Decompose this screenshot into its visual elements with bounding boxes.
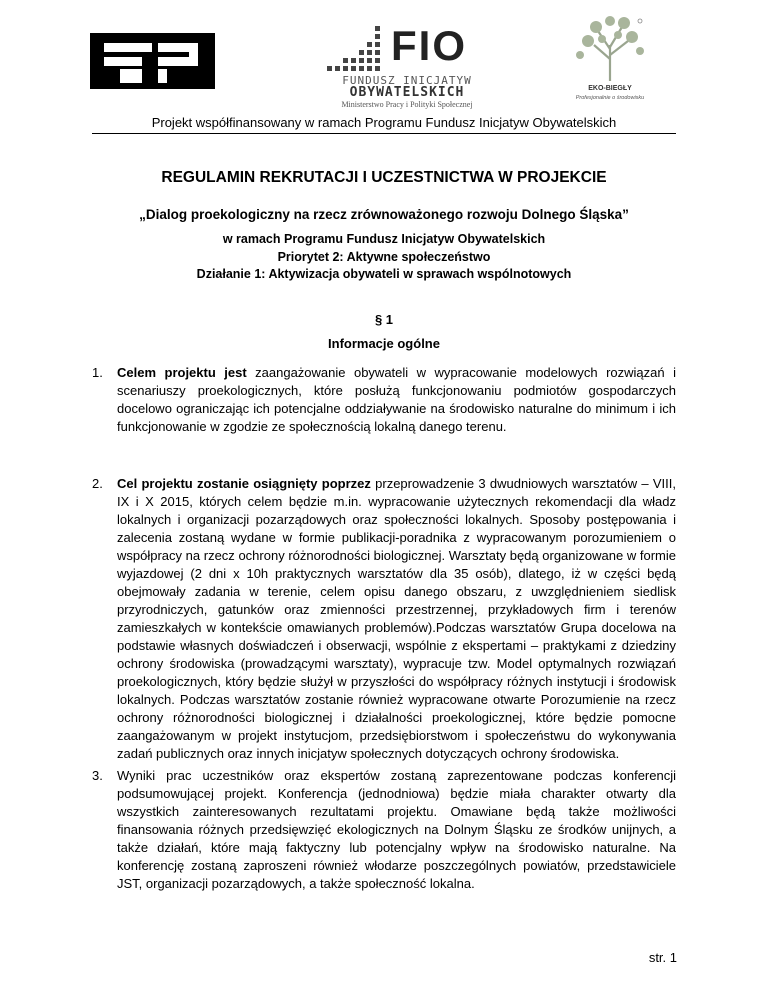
list-item-lead: Celem projektu jest — [117, 365, 247, 380]
list-item-body: zaangażowanie obywateli w wypracowanie modelowych rozwiązań i scenariuszy proekologicznych, które posłużą funkcjonowaniu podmiotów gospodarczych docelowo ograniczając ich potencjalne oddziaływanie na środowisko naturalne do minimum i ich funkcjonowanie w zgodzie ze społecznością lokalną danego terenu. — [117, 365, 676, 434]
fio-logo-line1: FUNDUSZ INICJATYW — [342, 74, 472, 87]
program-line: w ramach Programu Fundusz Inicjatyw Obywatelskich — [222, 232, 546, 246]
header-divider — [92, 133, 676, 134]
list-item-number: 3. — [92, 768, 103, 783]
fp-logo — [90, 33, 215, 89]
list-item-body: Wyniki prac uczestników oraz ekspertów zostaną zaprezentowane podczas konferencji podsumowującej projekt. Konferencja (jednodniowa) będzie miała charakter otwarty dla wszystkich zainteresowanych rezultatami projektu. Omawiane będą także możliwości finansowania różnych przedsięwzięć ekologicznych na Dolnym Śląsku ze środków unijnych, a także działań, które mają faktyczny lub potencjalny wpływ na środowisko naturalne. Na konferencję zostaną zaproszeni również włodarze poszczególnych powiatów, przedstawiciele JST, organizacji pozarządowych, a także społeczność lokalna. — [117, 768, 676, 891]
action-line: Działanie 1: Aktywizacja obywateli w sprawach wspólnotowych — [196, 267, 572, 281]
list-item-body: przeprowadzenie 3 dwudniowych warsztatów – VIII, IX i X 2015, których celem będzie m.in. wypracowanie użytecznych rekomendacji dla władz lokalnych i organizacji pozarządowych oraz społeczności lokalnych. Sposoby postępowania i zalecenia zostaną wydane w formie publikacji-poradnika z wypracowanym porozumieniem o współpracy na rzecz ochrony różnorodności biologicznej. Warsztaty będą organizowane w formie wyjazdowej (2 dni x 10h praktycznych warsztatów dla 35 osób), dlatego, iż w części będą obejmowały zadania w terenie, celem opisu danego obszaru, z uwzględnieniem siedlisk przyrodniczych, gatunków oraz zmienności przestrzennej, przykładowych firm i terenów zamieszkałych w kontekście omawianych problemów).Podczas warsztatów Grupa docelowa na podstawie własnych doświadczeń i obserwacji, wspólnie z ekspertami – praktykami z dziedziny ochrony środowiska (prowadzącymi warsztaty), wypracuje tzw. Model optymalnych rozwiązań proekologicznych, który będzie służył w przyszłości do współpracy różnych instytucji i środowisk lokalnych. Podczas warsztatów zostanie również wypracowane otwarte Porozumienie na rzecz ochrony różnorodności biologicznej i działalności proekologicznej, które będzie pomocne zaangażowanym w projekt instytucjom, przedsiębiorstwom i społeczeństwu do wykonywania zadań publicznych oraz innych inicjatyw społecznych dotyczących ochrony środowiska. — [117, 476, 676, 761]
list-item-number: 2. — [92, 476, 103, 491]
section-mark: § 1 — [374, 312, 394, 327]
document-title: REGULAMIN REKRUTACJI I UCZESTNICTWA W PROJEKCIE — [161, 169, 607, 186]
section-heading: Informacje ogólne — [328, 336, 440, 351]
list-item — [92, 767, 676, 893]
list-item-lead: Cel projektu zostanie osiągnięty poprzez — [117, 476, 371, 491]
list-item-text — [117, 767, 676, 893]
fio-logo — [325, 20, 485, 108]
fio-logo-word: FIO — [391, 22, 467, 69]
list-item — [92, 364, 676, 436]
eko-logo-name: EKO-BIEGŁY — [588, 85, 632, 92]
list-item — [92, 475, 676, 763]
tree-icon — [568, 15, 652, 83]
fio-dots-graphic — [325, 26, 387, 74]
eko-biegly-logo — [554, 15, 666, 111]
fio-logo-line2: OBYWATELSKICH — [349, 85, 465, 100]
fio-logo-line3: Ministerstwo Pracy i Polityki Społecznej — [341, 100, 473, 109]
list-item-text — [117, 364, 676, 436]
project-cofinancing-line: Projekt współfinansowany w ramach Programu Fundusz Inicjatyw Obywatelskich — [151, 115, 617, 130]
priority-line: Priorytet 2: Aktywne społeczeństwo — [277, 249, 491, 264]
project-name: „Dialog proekologiczny na rzecz zrównoważonego rozwoju Dolnego Śląska” — [139, 207, 629, 222]
list-item-number: 1. — [92, 365, 103, 380]
page-number: str. 1 — [648, 950, 677, 965]
list-item-text — [117, 475, 676, 763]
program-info — [60, 231, 708, 284]
eko-logo-subtitle: Profesjonalnie o środowisku — [575, 95, 645, 101]
